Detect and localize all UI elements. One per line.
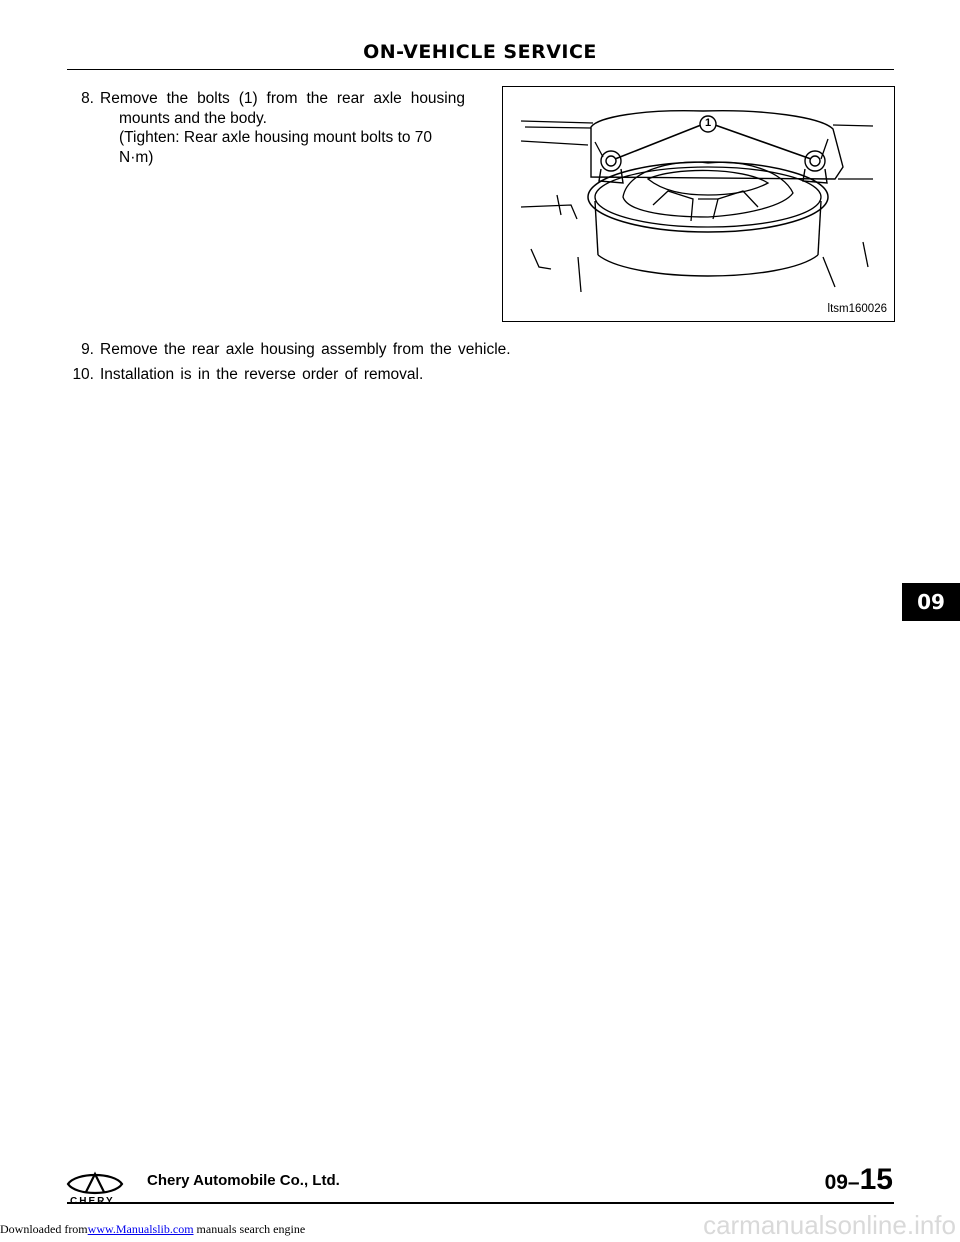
page-section: 09– [824,1171,860,1194]
step-text: Installation is in the reverse order of removal. [100,366,424,383]
page-number [825,1163,893,1197]
step-text-line-3: (Tighten: Rear axle housing mount bolts to 70 N·m) [119,129,433,166]
mount-drawing [503,87,896,323]
watermark-suffix: manuals search engine [193,1222,306,1236]
step-9 [70,340,570,360]
company-name: Chery Automobile Co., Ltd. [147,1172,340,1189]
manualslib-link[interactable]: www.Manualslib.com [87,1222,194,1236]
step-10 [70,365,570,385]
step-number: 9. [81,341,94,358]
step-8 [70,89,470,166]
site-watermark: carmanualsonline.info [703,1210,956,1240]
watermark-prefix: Downloaded from [0,1222,88,1236]
logo-wordmark: CHERY [70,1196,115,1207]
page-header-title: ON-VEHICLE SERVICE [363,41,597,63]
section-tab: 09 [902,583,960,621]
step-text-line-1: Remove the bolts (1) from the rear axle housing [100,90,465,107]
download-watermark [0,1222,305,1237]
illustration-rear-axle-mount [502,86,895,322]
figure-id: ltsm160026 [827,303,887,315]
page-index: 15 [859,1163,893,1196]
header-divider [67,69,894,70]
step-text: Remove the rear axle housing assembly from the vehicle. [100,341,511,358]
step-number: 10. [72,366,94,383]
footer-divider [67,1202,894,1204]
step-number: 8. [81,90,94,107]
step-text-line-2: mounts and the body. [119,109,267,127]
callout-label: 1 [704,117,712,129]
